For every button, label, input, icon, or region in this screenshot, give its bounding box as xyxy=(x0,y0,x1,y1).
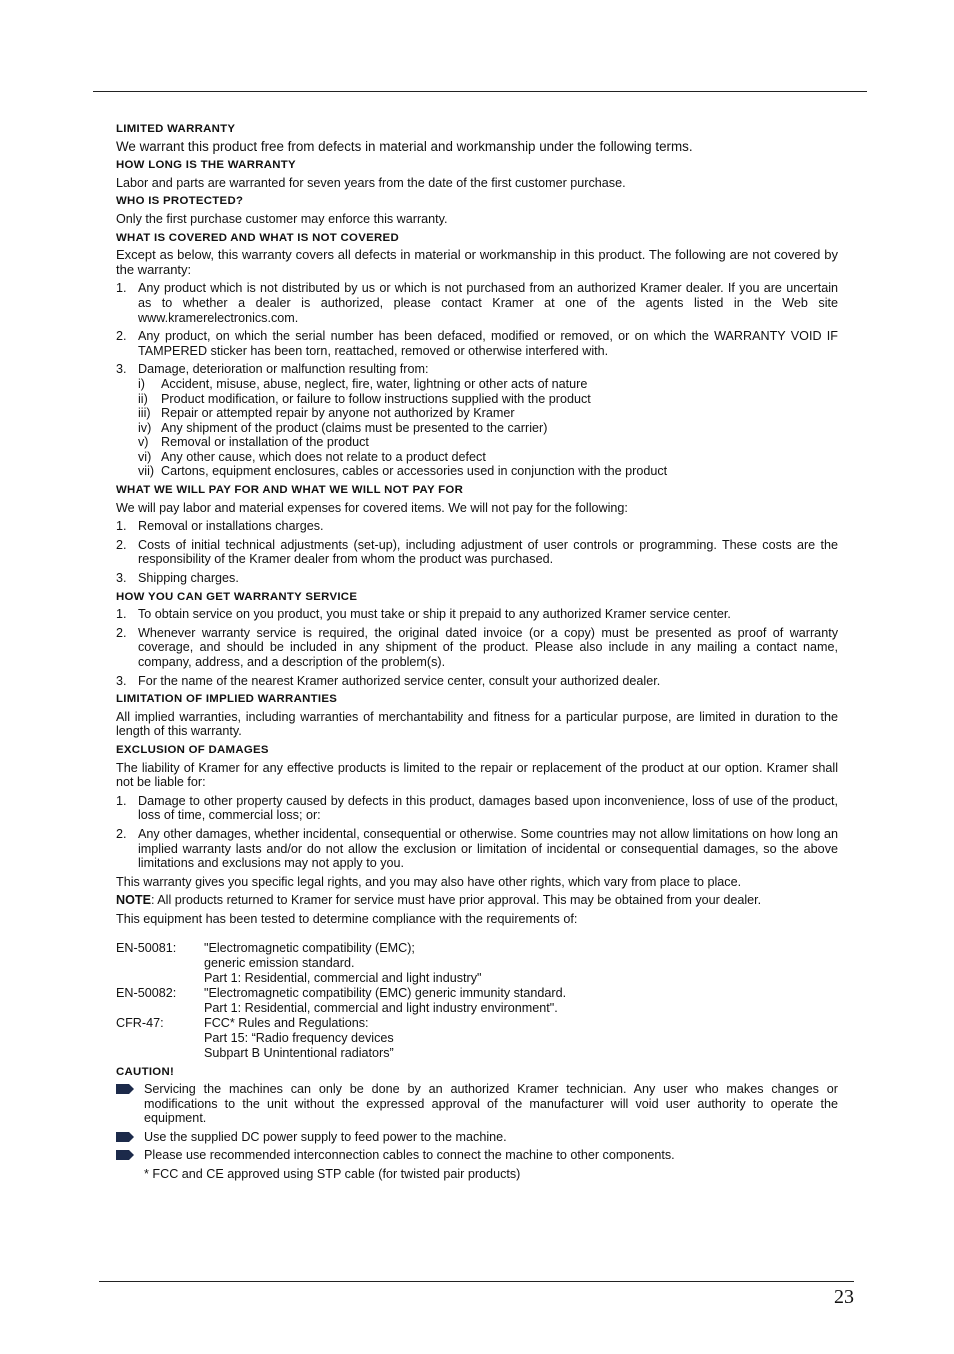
heading-who-protected: WHO IS PROTECTED? xyxy=(116,195,244,208)
list-text: Removal or installations charges. xyxy=(138,519,324,534)
sub-list-item xyxy=(138,435,838,450)
heading-limited-warranty: LIMITED WARRANTY xyxy=(116,123,236,135)
how-long-text: Labor and parts are warranted for seven years from the date of the first customer purchase. xyxy=(116,175,626,190)
sub-list-number: vi) xyxy=(138,449,152,464)
header-rule xyxy=(93,91,867,92)
list-text: To obtain service on you product, you must take or ship it prepaid to any authorized Kramer service center. xyxy=(138,607,731,622)
standard-line: "Electromagnetic compatibility (EMC); xyxy=(204,940,415,955)
standard-description xyxy=(204,1016,838,1061)
heading-covered: WHAT IS COVERED AND WHAT IS NOT COVERED xyxy=(116,231,399,244)
caution-list xyxy=(116,1082,838,1163)
sub-list-number: iv) xyxy=(138,420,152,435)
arrow-bullet-icon xyxy=(116,1084,134,1094)
list-number: 2. xyxy=(116,625,127,640)
warranty-content xyxy=(116,122,838,1182)
sub-list-number: ii) xyxy=(138,391,148,406)
standard-code: CFR-47: xyxy=(116,1015,164,1030)
list-number: 2. xyxy=(116,329,127,344)
implied-text: All implied warranties, including warranties of merchantability and fitness for a particular purpose, are limited in duration to the length of this warranty. xyxy=(116,709,838,739)
sub-list-item xyxy=(138,450,838,465)
sub-list-text: Product modification, or failure to follow instructions supplied with the product xyxy=(161,391,591,406)
covered-text: Except as below, this warranty covers all defects in material or workmanship in this product. The following are not covered by the warranty: xyxy=(116,247,838,277)
list-text: Costs of initial technical adjustments (set-up), including adjustment of user controls or programming. These costs are the responsibility of the Kramer dealer from whom the product was purchased. xyxy=(138,537,838,567)
list-number: 2. xyxy=(116,826,127,841)
note xyxy=(116,893,838,908)
tested-text: This equipment has been tested to determine compliance with the requirements of: xyxy=(116,911,578,926)
list-number: 1. xyxy=(116,519,127,534)
sub-list-text: Repair or attempted repair by anyone not authorized by Kramer xyxy=(161,406,515,421)
heading-caution: CAUTION! xyxy=(116,1065,175,1078)
arrow-bullet-icon xyxy=(116,1132,134,1142)
rights-text: This warranty gives you specific legal rights, and you may also have other rights, which vary from place to place. xyxy=(116,874,742,889)
list-number: 3. xyxy=(116,673,127,688)
list-text: Any other damages, whether incidental, consequential or otherwise. Some countries may not allow limitations on how long an implied warranty lasts and/or do not allow the exclusion or limitation of incidental or consequential damages, so the above limitations and exclusions may not apply to you. xyxy=(138,826,838,871)
sub-list-item xyxy=(138,392,838,407)
list-text: Shipping charges. xyxy=(138,571,239,586)
standard-line: Part 1: Residential, commercial and light industry environment". xyxy=(204,1000,558,1015)
sub-list-number: v) xyxy=(138,435,149,450)
sub-list-text: Removal or installation of the product xyxy=(161,435,369,450)
heading-how-long: HOW LONG IS THE WARRANTY xyxy=(116,159,296,172)
page-number: 23 xyxy=(834,1286,854,1308)
caution-text: Use the supplied DC power supply to feed power to the machine. xyxy=(144,1129,507,1144)
arrow-bullet-icon xyxy=(116,1150,134,1160)
pay-text: We will pay labor and material expenses for covered items. We will not pay for the following: xyxy=(116,500,628,515)
exclusion-list xyxy=(116,794,838,871)
standard-code: EN-50081: xyxy=(116,940,177,955)
pay-list xyxy=(116,519,838,585)
heading-pay: WHAT WE WILL PAY FOR AND WHAT WE WILL NOT PAY FOR xyxy=(116,484,464,497)
list-text: Damage to other property caused by defects in this product, damages based upon inconvenience, loss of use of the product, loss of time, commercial loss; or: xyxy=(138,793,838,823)
list-text: Any product which is not distributed by us or which is not purchased from an authorized Kramer dealer. If you are uncertain as to whether a dealer is authorized, please contact Kramer at one of the agents listed in the Web site www.kramerelectronics.com. xyxy=(138,281,838,325)
list-item xyxy=(116,674,838,689)
list-text: Damage, deterioration or malfunction resulting from: xyxy=(138,362,429,377)
list-number: 1. xyxy=(116,793,127,808)
standard-line: generic emission standard. xyxy=(204,955,355,970)
standard-line: Part 1: Residential, commercial and light industry" xyxy=(204,970,482,985)
note-label: NOTE xyxy=(116,893,151,908)
list-item xyxy=(116,571,838,586)
sub-list-text: Any other cause, which does not relate to a product defect xyxy=(161,449,486,464)
list-item xyxy=(116,626,838,670)
list-item xyxy=(116,607,838,622)
list-item xyxy=(116,329,838,358)
standard-line: FCC* Rules and Regulations: xyxy=(204,1015,369,1030)
standard-description xyxy=(204,941,838,986)
list-number: 2. xyxy=(116,537,127,552)
sub-list-item xyxy=(138,406,838,421)
sub-list-number: i) xyxy=(138,376,145,391)
caution-item xyxy=(116,1130,838,1145)
sub-list-item xyxy=(138,377,838,392)
standard-code: EN-50082: xyxy=(116,985,177,1000)
damage-sub-list xyxy=(138,377,838,479)
caution-item xyxy=(116,1148,838,1163)
heading-exclusion: EXCLUSION OF DAMAGES xyxy=(116,743,269,756)
list-number: 3. xyxy=(116,362,127,377)
sub-list-item xyxy=(138,464,838,479)
sub-list-item xyxy=(138,421,838,436)
list-text: Whenever warranty service is required, the original dated invoice (or a copy) must be presented as proof of warranty coverage, and should be included in any shipment of the product. Please also include in any mailing a contact name, company, address, and a description of the problem(s). xyxy=(138,625,838,669)
standard-line: Subpart B Unintentional radiators” xyxy=(204,1045,394,1060)
who-protected-text: Only the first purchase customer may enforce this warranty. xyxy=(116,211,448,226)
caution-text: Servicing the machines can only be done by an authorized Kramer technician. Any user who makes changes or modifications to the unit without the expressed approval of the manufacturer will void user authority to operate the equipment. xyxy=(144,1082,838,1126)
list-item xyxy=(116,519,838,534)
list-number: 1. xyxy=(116,281,127,296)
list-number: 1. xyxy=(116,607,127,622)
sub-list-number: iii) xyxy=(138,406,151,421)
sub-list-number: vii) xyxy=(138,464,155,479)
list-text: Any product, on which the serial number has been defaced, modified or removed, or on which the WARRANTY VOID IF TAMPERED sticker has been torn, reattached, removed or otherwise interfered with. xyxy=(138,329,838,358)
list-item xyxy=(116,281,838,325)
list-item xyxy=(116,827,838,871)
standards-table xyxy=(116,941,838,1061)
standard-description xyxy=(204,986,838,1016)
service-list xyxy=(116,607,838,688)
caution-item xyxy=(116,1082,838,1126)
sub-list-text: Cartons, equipment enclosures, cables or accessories used in conjunction with the product xyxy=(161,464,668,479)
list-number: 3. xyxy=(116,571,127,586)
heading-service: HOW YOU CAN GET WARRANTY SERVICE xyxy=(116,590,358,603)
list-item xyxy=(116,794,838,823)
list-item xyxy=(116,538,838,567)
caution-text: Please use recommended interconnection cables to connect the machine to other components. xyxy=(144,1148,675,1163)
sub-list-text: Any shipment of the product (claims must be presented to the carrier) xyxy=(161,420,548,435)
list-item xyxy=(116,362,838,479)
covered-list xyxy=(116,281,838,479)
exclusion-text: The liability of Kramer for any effective products is limited to the repair or replacement of the product at our option. Kramer shall not be liable for: xyxy=(116,760,838,790)
footer-rule xyxy=(99,1281,854,1282)
list-text: For the name of the nearest Kramer authorized service center, consult your authorized dealer. xyxy=(138,673,661,688)
standard-line: "Electromagnetic compatibility (EMC) generic immunity standard. xyxy=(204,985,567,1000)
fcc-footnote: * FCC and CE approved using STP cable (for twisted pair products) xyxy=(144,1167,521,1182)
limited-warranty-text: We warrant this product free from defects in material and workmanship under the following terms. xyxy=(116,138,693,154)
standard-line: Part 15: “Radio frequency devices xyxy=(204,1030,394,1045)
sub-list-text: Accident, misuse, abuse, neglect, fire, water, lightning or other acts of nature xyxy=(161,376,588,391)
note-text: : All products returned to Kramer for service must have prior approval. This may be obtained from your dealer. xyxy=(150,893,762,908)
heading-implied: LIMITATION OF IMPLIED WARRANTIES xyxy=(116,693,338,706)
